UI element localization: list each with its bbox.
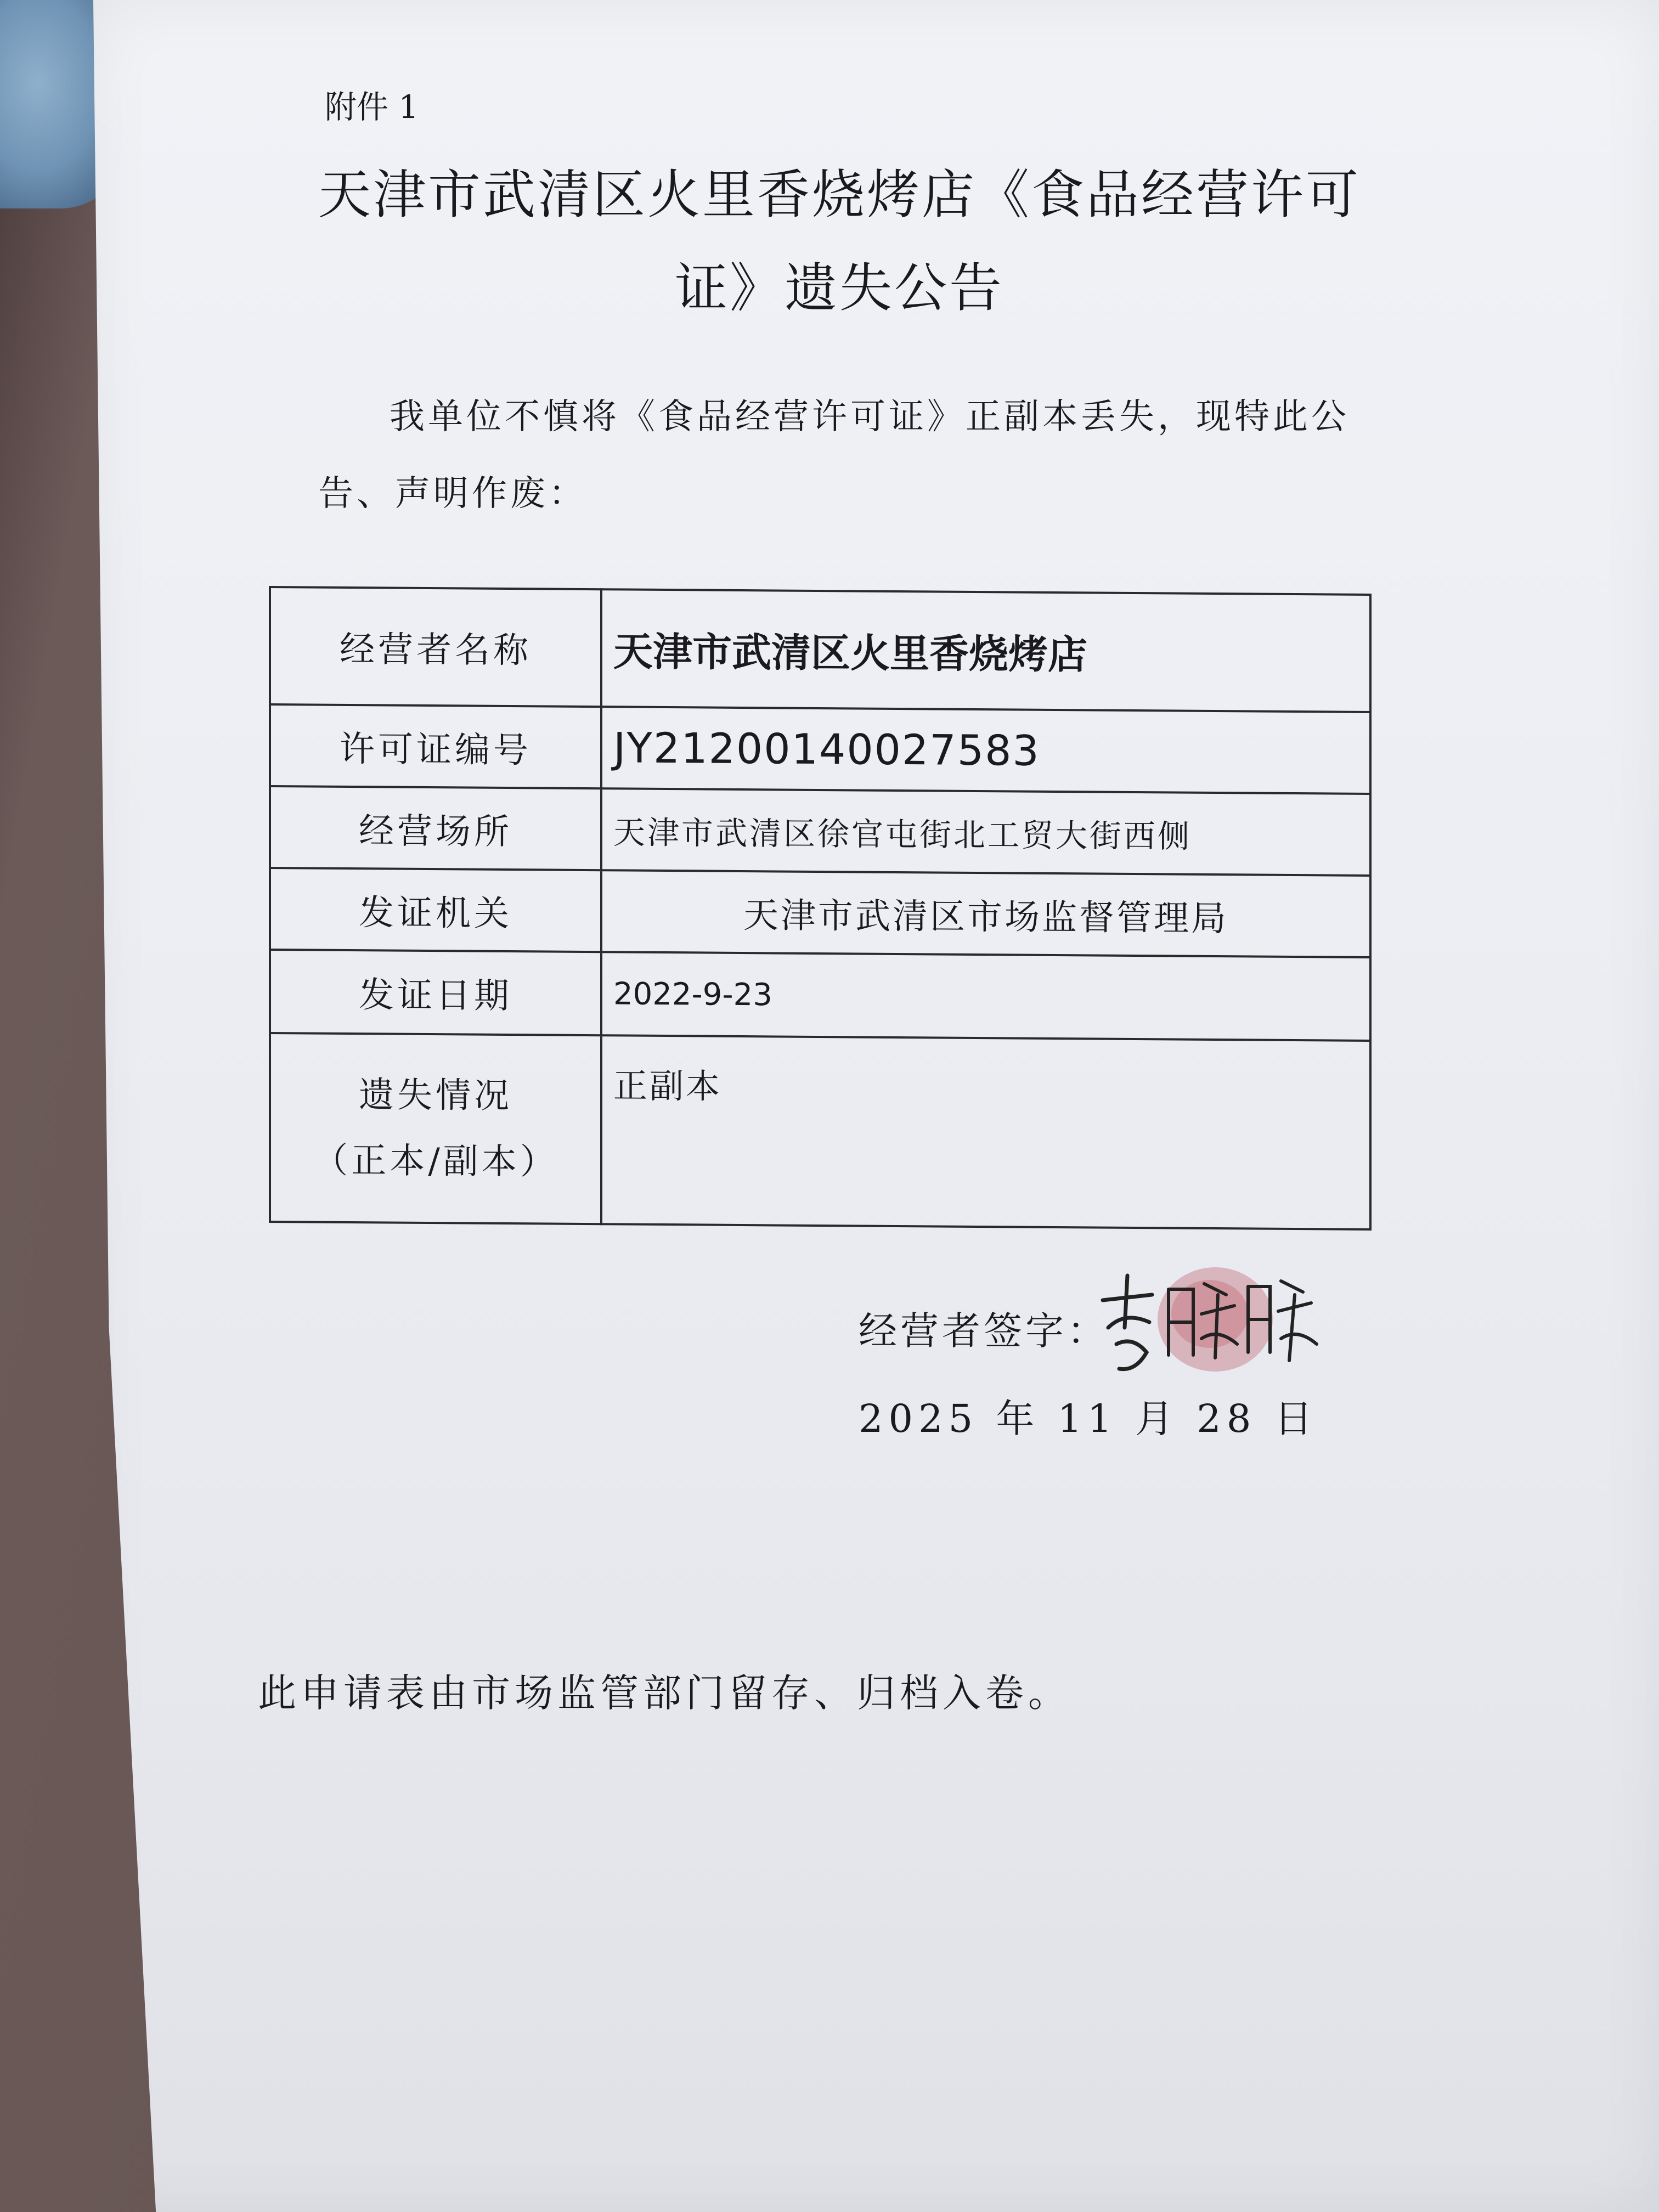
attachment-label: 附件 1 (325, 88, 419, 126)
signature-label: 经营者签字： (859, 1308, 1109, 1353)
table-row (270, 587, 1370, 712)
issuing-authority-value: 天津市武清区市场监督管理局 (601, 870, 1370, 957)
row-label: 经营场所 (270, 786, 601, 870)
business-address-value: 天津市武清区徐官屯街北工贸大街西侧 (601, 788, 1370, 876)
date-year: 2025 (859, 1396, 979, 1441)
row-label: 发证机关 (270, 868, 601, 952)
table-row (270, 868, 1370, 957)
date-day: 28 (1197, 1396, 1257, 1441)
handwritten-signature (1092, 1262, 1322, 1383)
table-row (270, 1033, 1370, 1229)
row-label: 许可证编号 (270, 704, 601, 788)
row-label: 经营者名称 (270, 587, 601, 707)
signature-date (859, 1388, 1318, 1443)
statement-paragraph: 我单位不慎将《食品经营许可证》正副本丢失，现特此公告、声明作废： (318, 397, 1350, 514)
date-day-unit: 日 (1274, 1396, 1318, 1441)
lost-status-label: 遗失情况 (359, 1075, 512, 1117)
page-title: 天津市武清区火里香烧烤店《食品经营许可证》遗失公告 (318, 164, 1361, 319)
issue-date-value: 2022-9-23 (601, 952, 1370, 1041)
row-label: 发证日期 (270, 950, 601, 1035)
license-info-table (269, 586, 1372, 1231)
table-row (270, 786, 1370, 876)
license-number-value: JY21200140027583 (601, 707, 1370, 794)
lost-status-sublabel: （正本/副本） (313, 1140, 558, 1183)
date-month-unit: 月 (1135, 1396, 1180, 1441)
date-month: 11 (1057, 1396, 1118, 1441)
operator-name-value: 天津市武清区火里香烧烤店 (601, 589, 1370, 712)
row-label (270, 1033, 601, 1224)
date-year-unit: 年 (996, 1396, 1040, 1441)
lost-status-value: 正副本 (601, 1035, 1370, 1229)
table-row (270, 950, 1370, 1041)
footer-note: 此申请表由市场监管部门留存、归档入卷。 (258, 1671, 1071, 1716)
table-row (270, 704, 1370, 794)
